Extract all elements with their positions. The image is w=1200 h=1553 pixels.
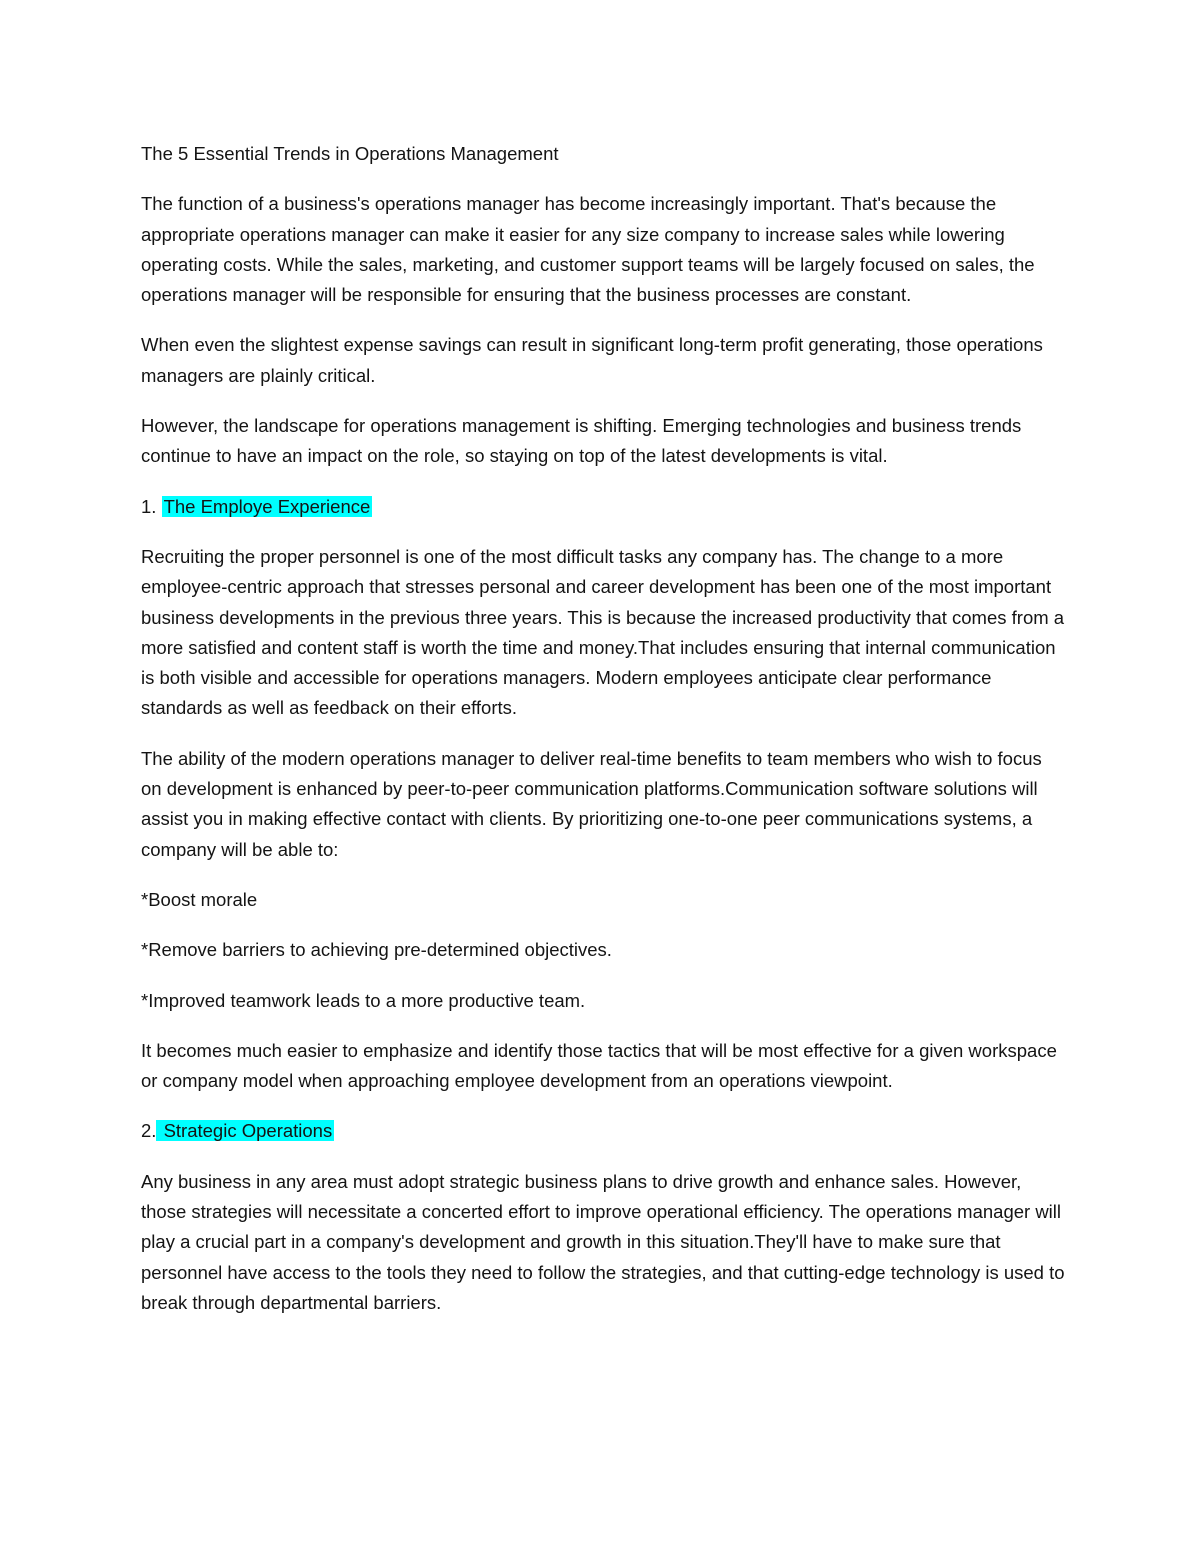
intro-paragraph-2: When even the slightest expense savings can result in significant long-term profit generating, those operations managers are plainly critical. bbox=[141, 334, 1043, 386]
document-title: The 5 Essential Trends in Operations Management bbox=[141, 143, 559, 164]
section-2-paragraph-1: Any business in any area must adopt strategic business plans to drive growth and enhance sales. However, those strategies will necessitate a concerted effort to improve operational efficiency. The operations manager will play a crucial part in a company's development and growth in this situation.They'll have to make sure that personnel have access to the tools they need to follow the strategies, and that cutting-edge technology is used to break through departmental barriers. bbox=[141, 1170, 1065, 1313]
section-1-closing: It becomes much easier to emphasize and identify those tactics that will be most effective for a given workspace or company model when approaching employee development from an operations viewpoint. bbox=[141, 1039, 1057, 1092]
section-2-number: 2. bbox=[141, 1120, 157, 1142]
section-1-paragraph-2: The ability of the modern operations manager to deliver real-time benefits to team members who wish to focus on development is enhanced by peer-to-peer communication platforms.Communication software solutions will assist you in making effective contact with clients. By prioritizing one-to-one peer communications systems, a company will be able to: bbox=[141, 747, 1042, 860]
intro-paragraph-1: The function of a business's operations manager has become increasingly important. That's because the appropriate operations manager can make it easier for any size company to increase sales while lowering operating costs. While the sales, marketing, and customer support teams will be largely focused on sales, the operations manager will be responsible for ensuring that the business processes are constant. bbox=[141, 193, 1035, 306]
section-1-heading bbox=[141, 492, 1066, 522]
bullet-item-1: *Boost morale bbox=[141, 888, 258, 910]
section-1-paragraph-1: Recruiting the proper personnel is one of the most difficult tasks any company has. The change to a more employee-centric approach that stresses personal and career development has been one of the most important business developments in the previous three years. This is because the increased productivity that comes from a more satisfied and content staff is worth the time and money.That includes ensuring that internal communication is both visible and accessible for operations managers. Modern employees anticipate clear performance standards as well as feedback on their efforts. bbox=[141, 545, 1065, 719]
document-body bbox=[141, 139, 1066, 1338]
intro-paragraph-3: However, the landscape for operations management is shifting. Emerging technologies and business trends continue to have an impact on the role, so staying on top of the latest developments is vital. bbox=[141, 415, 1022, 467]
section-1-number: 1. bbox=[141, 495, 162, 517]
section-2-title: Strategic Operations bbox=[158, 1120, 333, 1142]
section-1-title: The Employe Experience bbox=[163, 495, 371, 517]
bullet-item-2: *Remove barriers to achieving pre-determined objectives. bbox=[141, 939, 612, 961]
section-2-heading bbox=[141, 1116, 1066, 1146]
bullet-item-3: *Improved teamwork leads to a more productive team. bbox=[141, 989, 586, 1011]
